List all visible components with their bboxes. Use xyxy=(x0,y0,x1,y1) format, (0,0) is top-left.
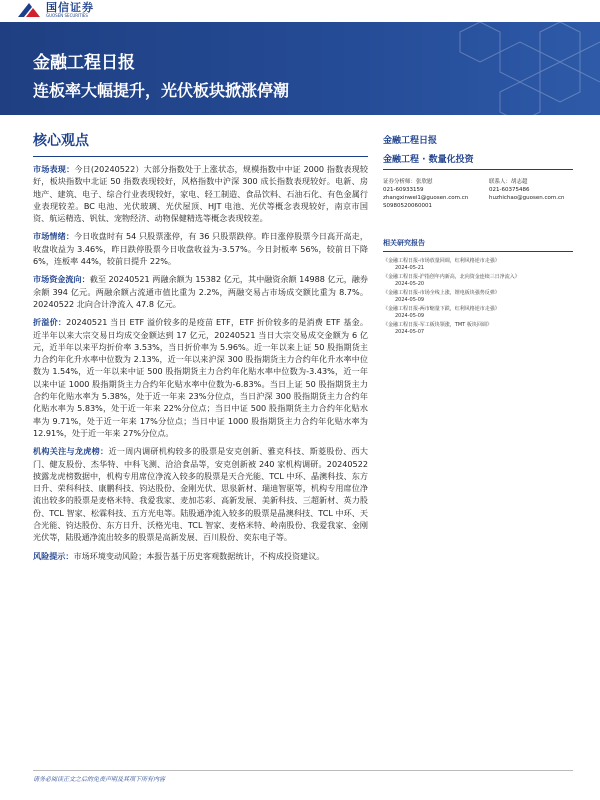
analyst-row xyxy=(383,178,573,186)
related-report-link[interactable]: 《金融工程日报-两市缩量下跌，红利风格逆市走强》 xyxy=(383,306,500,312)
report-title: 金融工程日报 xyxy=(33,53,135,73)
paragraph-text: 20240521 当日 ETF 溢价较多的是疫苗 ETF，ETF 折价较多的是消费 ETF 基金。近半年以来大宗交易日均成交金额达到 17 亿元，20240521 当日大宗交易成交金额为 6 亿元，近半年以来平均折价率 3.53%，当日折价率为 5.96%。近一年以来上证 50 股指期货主力合约年化升水率中位数为 2.13%，近一年以来沪深 300 股指期货主力合约年化升水率中位数为 1.54%，近一年以来中证 500 股指期货主力合约年化贴水率中位数为-3.43%，近一年以来中证 1000 股指期货主力合约年化贴水率中位数为-6.83%。当日上证 50 股指期货主力合约年化贴水率为 5.38%，处于近一年来 23%分位点，当日沪深 300 股指期货主力合约年化贴水率为 5.83%，处于近一年来 22%分位点；当日中证 500 股指期货主力合约年化贴水率为 9.71%，处于近一年来 17%分位点；当日中证 1000 股指期货主力合约年化贴水率为 12.91%，处于近一年来 27%分位点。 xyxy=(33,317,368,438)
analyst-name: 证券分析师：张欣慰 xyxy=(383,179,433,185)
paragraph xyxy=(33,550,368,562)
paragraph xyxy=(33,273,368,310)
paragraph xyxy=(33,230,368,267)
analyst-phone: 021-60933159 xyxy=(383,187,424,193)
logo-mark-icon xyxy=(18,3,40,17)
paragraph-text: 近一周内调研机构较多的股票是安克创新、雅克科技、斯菱股份、西大门、健友股份、杰华特、中科飞测、洽洽食品等，安克创新被 240 家机构调研。20240522 披露龙虎榜数据中，机构专用席位净流入较多的股票是天合光能、TCL 中环、晶澳科技、东方日升、荣科科技、康鹏科技、钧达股份、金刚光伏、思泉新材、瑞迪智驱等，机构专用席位净流出较多的股票是麦格米特、我爱我家、麦加芯彩、高新发展、美新科技、三超新材、英力股份、TCL 智家、松霖科技、五方光电等。陆股通净流入较多的股票是晶澳科技、TCL 中环、天合光能、钧达股份、东方日升、沃格光电、TCL 智家、麦格米特、岭南股份、我爱我家、金刚光伏等，陆股通净流出较多的股票是高新发展、百川股份、奕东电子等。 xyxy=(33,446,368,543)
core-views-section xyxy=(33,130,368,568)
analyst-row xyxy=(383,186,573,194)
paragraph-label: 机构关注与龙虎榜： xyxy=(33,446,109,457)
analyst-row xyxy=(383,202,573,210)
related-report-link[interactable]: 《金融工程日报-市场全线上涨，锂电板块强势反弹》 xyxy=(383,290,500,296)
paragraph-text: 市场环境变动风险；本报告基于历史客观数据统计，不构成投资建议。 xyxy=(73,550,325,561)
footer-divider xyxy=(33,770,573,771)
related-report-link[interactable]: 《金融工程日报-沪指创年内新高，北向资金连续三日净流入》 xyxy=(383,274,520,280)
banner-pattern-icon xyxy=(400,22,600,115)
section-title: 核心观点 xyxy=(33,133,89,149)
sidebar-category: 金融工程 · 数量化投资 xyxy=(383,152,573,170)
related-report-link[interactable]: 《金融工程日报-市场放量回调，红利风格逆市走强》 xyxy=(383,258,500,264)
analyst-email[interactable]: zhangxinwei1@guosen.com.cn xyxy=(383,195,469,201)
guosen-logo xyxy=(18,0,94,20)
sidebar xyxy=(383,133,573,338)
paragraph-text: 截至 20240521 两融余额为 15382 亿元，其中融资余额 14988 亿元，融券余额 394 亿元。两融余额占流通市值比重为 2.2%，两融交易占市场成交额比重为 8.7%。20240522 北向合计净流入 47.8 亿元。 xyxy=(33,274,368,309)
footer-disclaimer: 请务必阅读正文之后的免责声明及其项下所有内容 xyxy=(33,776,166,783)
related-list xyxy=(383,258,573,336)
section-divider xyxy=(33,156,368,157)
paragraph xyxy=(33,316,368,439)
related-report-date: 2024-05-20 xyxy=(395,281,425,287)
paragraph-label: 市场资金流向： xyxy=(33,274,90,285)
related-report-date: 2024-05-07 xyxy=(395,329,425,335)
paragraph xyxy=(33,445,368,543)
paragraph-label: 市场表现： xyxy=(33,164,75,174)
paragraph-list xyxy=(33,163,368,562)
paragraph xyxy=(33,163,368,224)
paragraph-text: 今日收盘时有 54 只股票涨停，有 36 只股票跌停。昨日涨停股票今日高开高走，收盘收益为 3.46%，昨日跌停股票今日收盘收益为-3.57%。今日封板率 56%，较前日下降 6%，连板率 44%，较前日提升 22%。 xyxy=(33,231,368,267)
contact-name: 联系人：胡志超 xyxy=(489,179,528,185)
paragraph-label: 折溢价： xyxy=(33,317,67,328)
paragraph-text: 今日(20240522）大部分指数处于上涨状态，规模指数中中证 2000 指数表现较好，板块指数中北证 50 指数表现较好，风格指数中沪深 300 成长指数表现较好。电新、房地产、建筑、电子、综合行业表现较好，家电、轻工制造、食品饮料、石油石化、有色金属行业表现较差。BC 电池、光伏玻璃、光伏屋顶、HJT 电池、光伏等概念表现较好，南京市国资、航运精选、钒钛、宠物经济、动物保健精选等概念表现较差。 xyxy=(33,164,368,224)
title-banner xyxy=(0,22,600,115)
related-report-link[interactable]: 《金融工程日报-军工板块领涨，TMT 板块回调》 xyxy=(383,322,492,328)
sidebar-report-type: 金融工程日报 xyxy=(383,136,438,146)
report-subtitle: 连板率大幅提升，光伏板块掀涨停潮 xyxy=(33,81,290,100)
analyst-row xyxy=(383,194,573,202)
top-bar xyxy=(0,0,600,22)
contact-email[interactable]: huzhichao@guosen.com.cn xyxy=(489,195,565,201)
related-report-date: 2024-05-21 xyxy=(395,265,425,271)
paragraph-label: 风险提示： xyxy=(33,550,74,561)
paragraph-label: 市场情绪： xyxy=(33,231,75,242)
related-research-title: 相关研究报告 xyxy=(383,238,573,252)
related-report-date: 2024-05-09 xyxy=(395,297,425,303)
related-report-date: 2024-05-09 xyxy=(395,313,425,319)
contact-license xyxy=(489,202,573,210)
logo-text-en: GUOSEN SECURITIES xyxy=(46,13,88,18)
logo-text-cn: 国信证券 xyxy=(46,1,94,14)
contact-phone: 021-60375486 xyxy=(489,187,530,193)
analyst-license: S0980520060001 xyxy=(383,203,432,209)
